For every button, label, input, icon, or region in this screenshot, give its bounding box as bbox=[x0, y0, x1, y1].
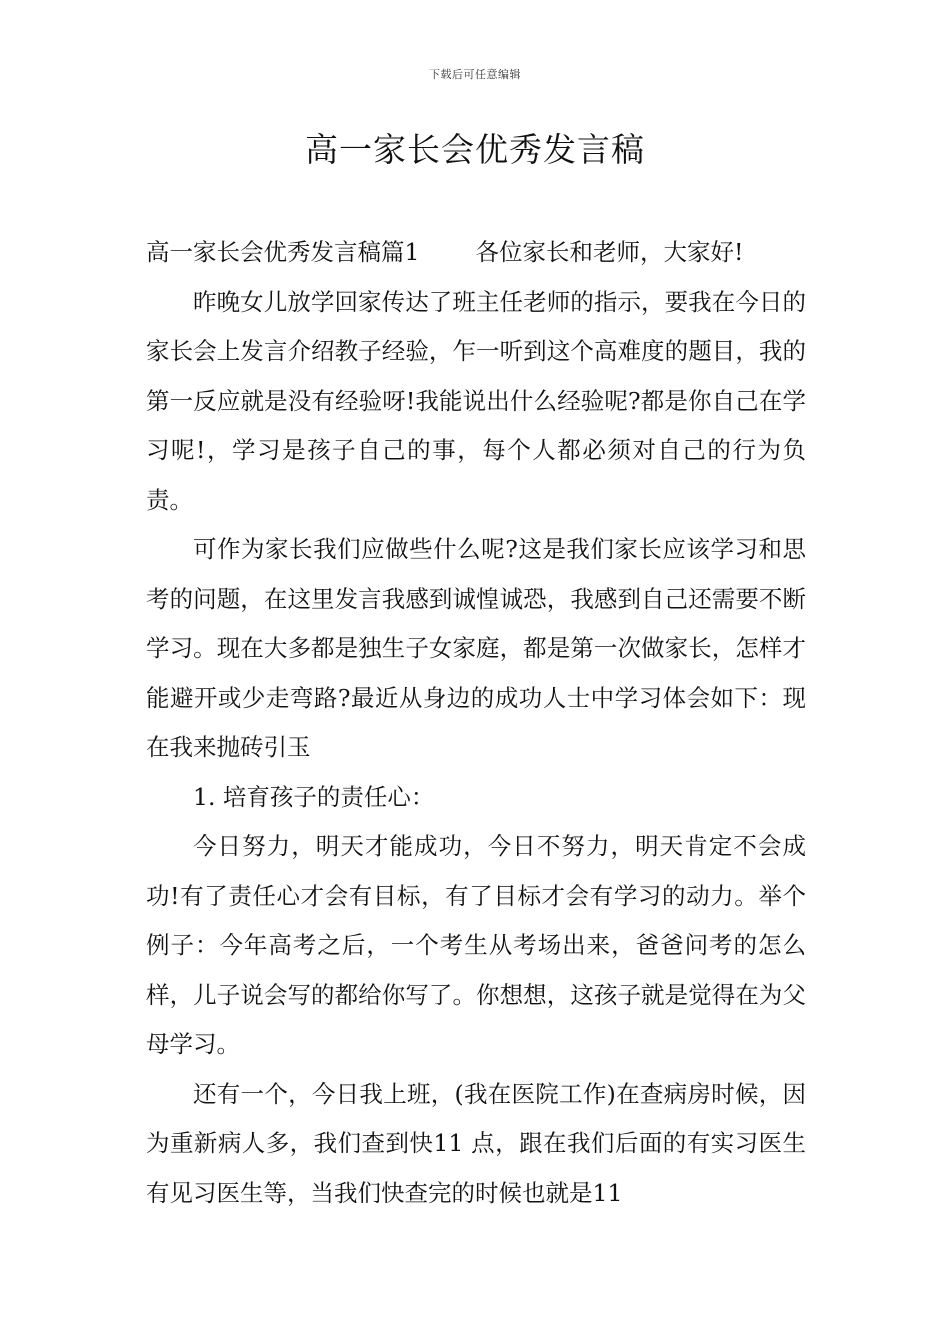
header-note: 下载后可任意编辑 bbox=[429, 68, 521, 81]
paragraph: 可作为家长我们应做些什么呢?这是我们家长应该学习和思考的问题，在这里发言我感到诚惶诚恐，我感到自己还需要不断学习。现在大多都是独生子女家庭，都是第一次做家长，怎样才能避开或少走弯路?最近从身边的成功人士中学习体会如下：现在我来抛砖引玉 bbox=[146, 535, 806, 761]
paragraph: 还有一个，今日我上班，(我在医院工作)在查病房时候，因为重新病人多，我们查到快11 点，跟在我们后面的有实习医生有见习医生等，当我们快查完的时候也就是11 bbox=[146, 1079, 806, 1207]
intro-heading: 高一家长会优秀发言稿篇1 bbox=[146, 238, 420, 266]
list-item-heading: 1. 培育孩子的责任心： bbox=[193, 782, 435, 811]
paragraph: 今日努力，明天才能成功，今日不努力，明天肯定不会成功!有了责任心才会有目标，有了目标才会有学习的动力。举个例子：今年高考之后，一个考生从考场出来，爸爸问考的怎么样，儿子说会写的都给你写了。你想想，这孩子就是觉得在为父母学习。 bbox=[146, 832, 806, 1058]
greeting: 各位家长和老师，大家好! bbox=[475, 238, 744, 266]
document-title: 高一家长会优秀发言稿 bbox=[305, 130, 645, 169]
intro-line bbox=[146, 228, 806, 278]
paragraph: 昨晚女儿放学回家传达了班主任老师的指示，要我在今日的家长会上发言介绍教子经验，乍一听到这个高难度的题目，我的第一反应就是没有经验呀!我能说出什么经验呢?都是你自己在学习呢!，学习是孩子自己的事，每个人都必须对自己的行为负责。 bbox=[146, 287, 806, 514]
document-body bbox=[146, 228, 806, 1218]
